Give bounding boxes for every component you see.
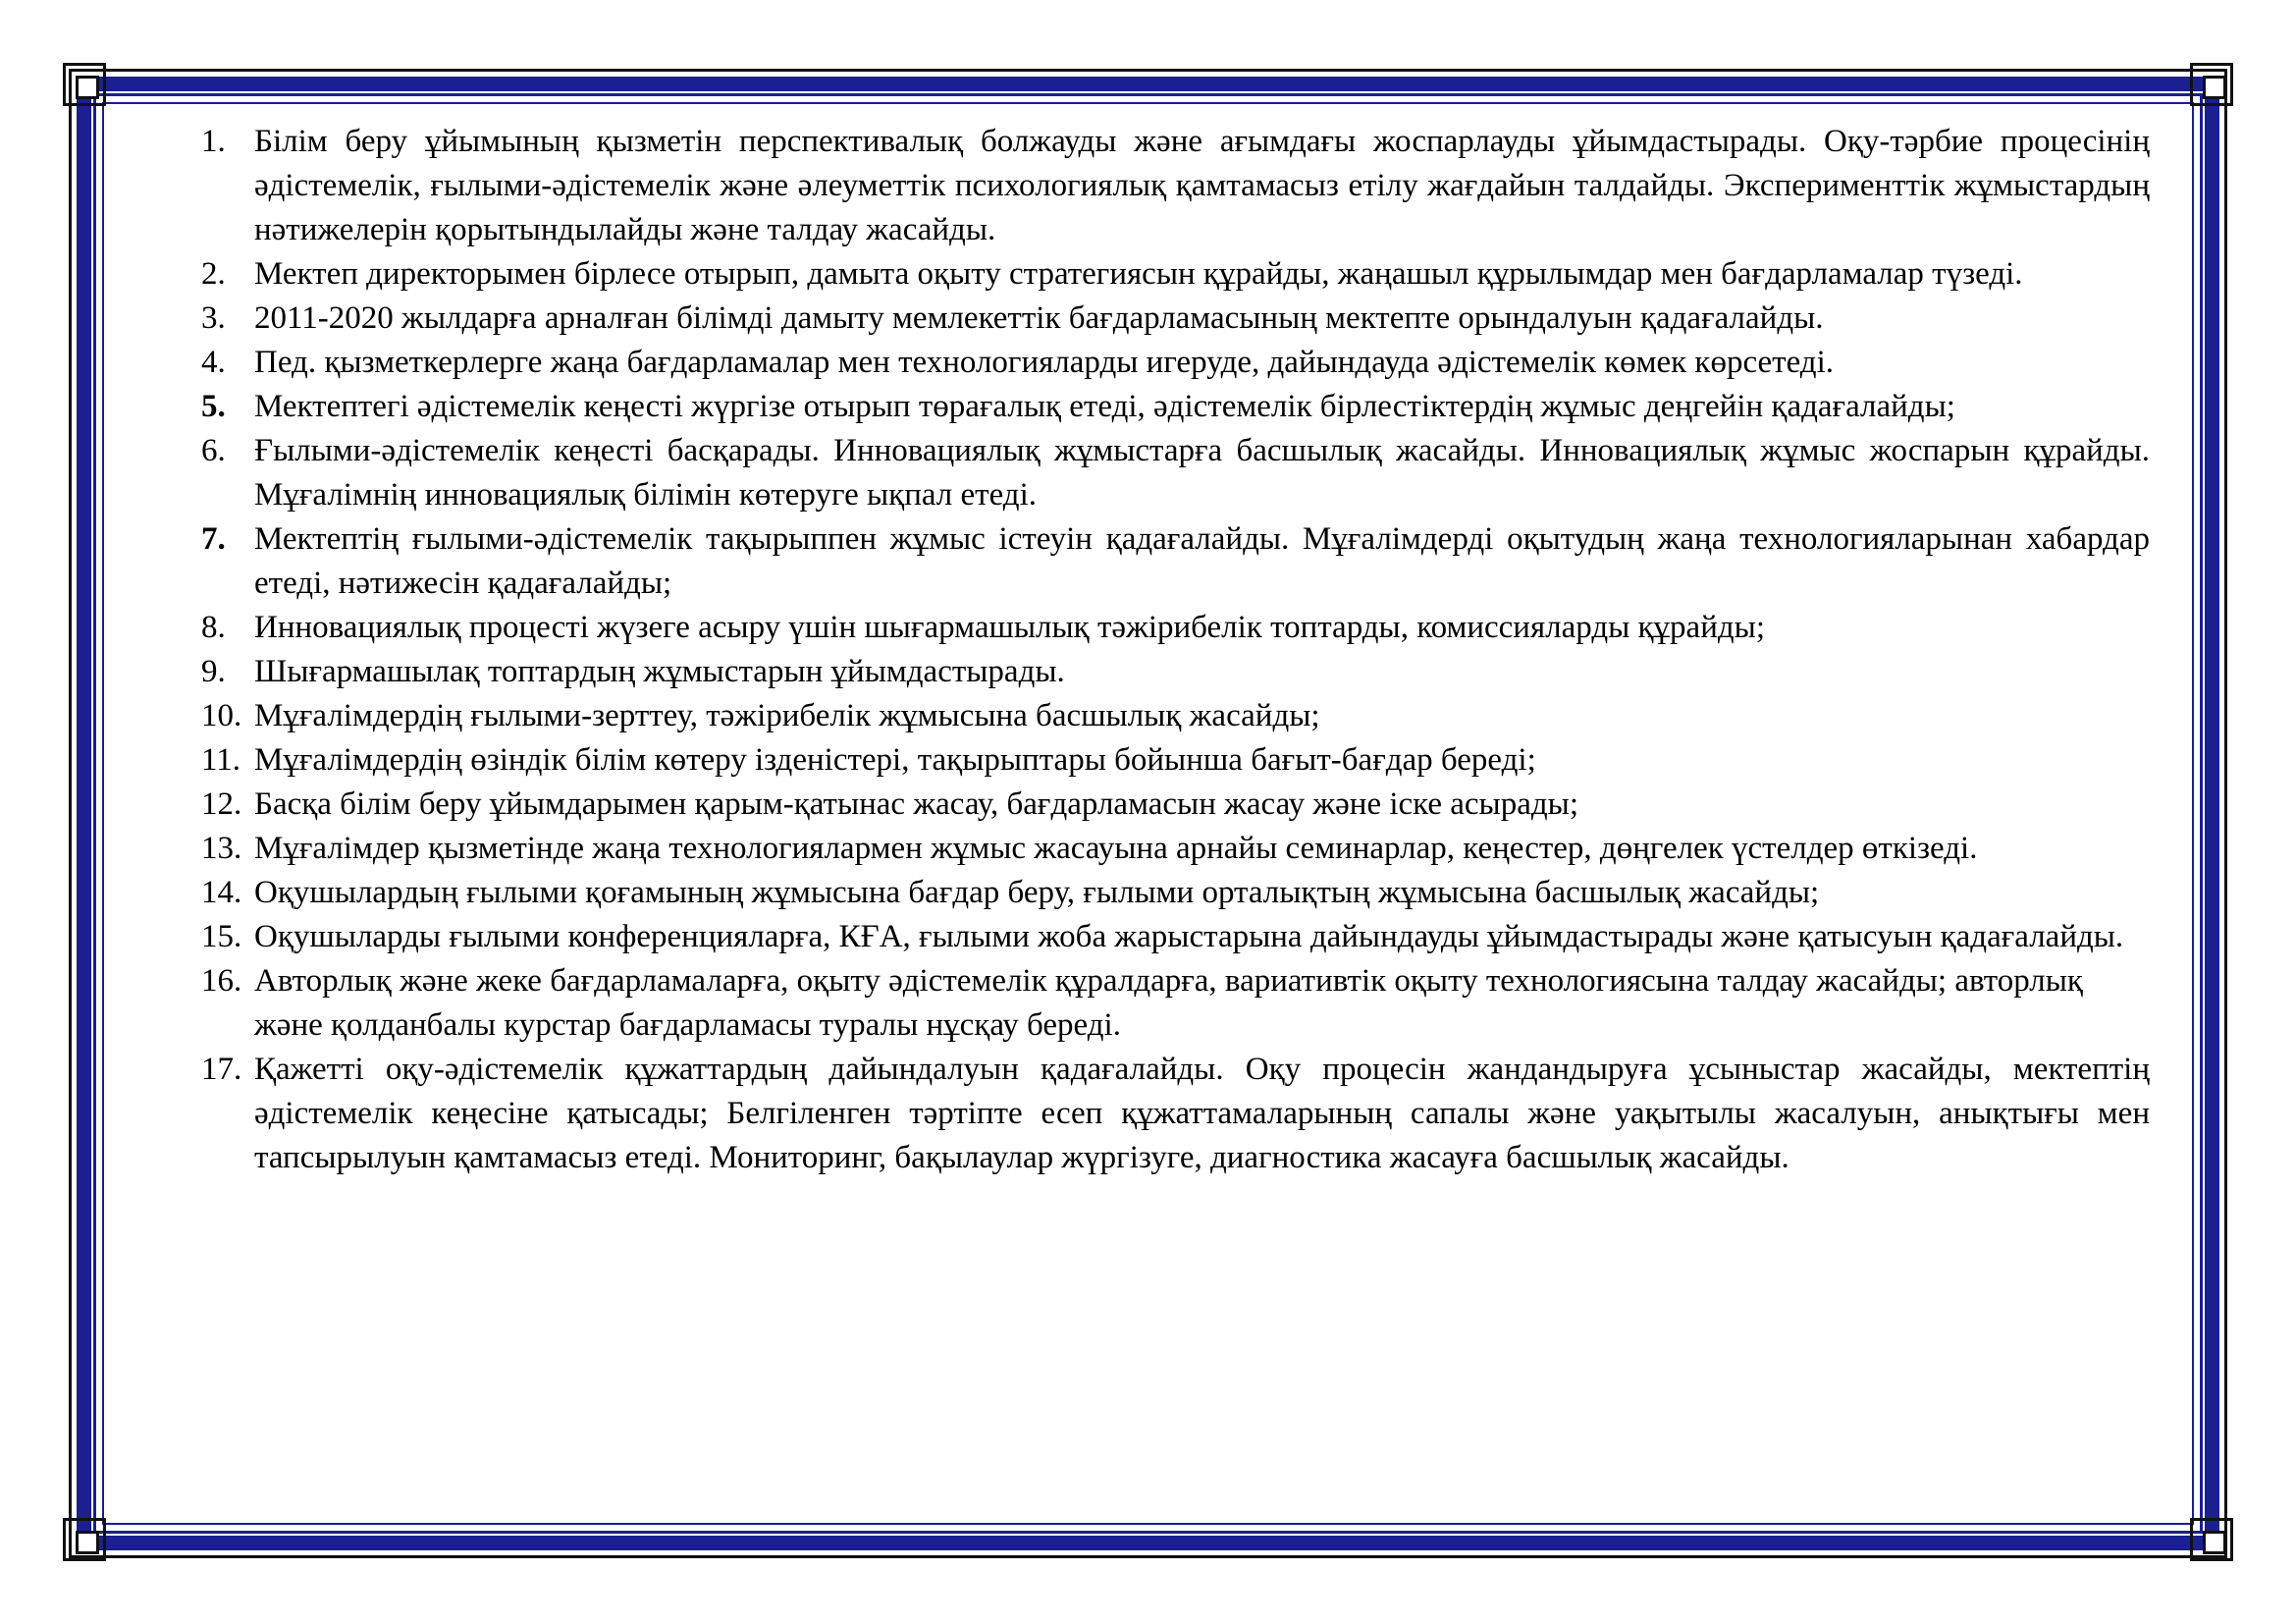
list-item [201, 783, 2150, 827]
list-item [201, 694, 2150, 738]
list-item [201, 650, 2150, 694]
list-item [201, 827, 2150, 871]
list-item-text: Оқушылардың ғылыми қоғамының жұмысына бағдар беру, ғылыми орталықтың жұмысына басшылық жасайды; [254, 875, 1820, 910]
list-item-number: 14. [201, 875, 242, 910]
frame-corner-top-right [2190, 63, 2233, 106]
list-item-text: Оқушыларды ғылыми конференцияларға, КҒА, ғылыми жоба жарыстарына дайындауды ұйымдастырады және қатысуын қадағалайды. [254, 919, 2124, 954]
list-item-text: Қажетті оқу-әдістемелік құжаттардың дайындалуын қадағалайды. Оқу процесін жандандыруға ұсыныстар жасайды, мектептің әдістемелік кеңесіне қатысады; Белгіленген тәртіпте есеп құжаттамаларының сапалы және уақытылы жасалуын, анықтығы мен тапсырылуын қамтамасыз етеді. Мониторинг, бақылаулар жүргізуге, диагностика жасауға басшылық жасайды. [254, 1052, 2150, 1175]
document-body [201, 120, 2150, 1180]
list-item [201, 959, 2150, 1048]
list-item-text: Мектептің ғылыми-әдістемелік тақырыппен жұмыс істеуін қадағалайды. Мұғалімдерді оқытудың жаңа технологияларынан хабардар етеді, нәтижесін қадағалайды; [254, 521, 2150, 601]
list-item [201, 120, 2150, 252]
list-item-text: Ғылыми-әдістемелік кеңесті басқарады. Инновациялық жұмыстарға басшылық жасайды. Инновациялық жұмыс жоспарын құрайды. Мұғалімнің инновациялық білімін көтеруге ықпал етеді. [254, 433, 2150, 513]
list-item-text: Мектептегі әдістемелік кеңесті жүргізе отырып төрағалық етеді, әдістемелік бірлестіктердің жұмыс деңгейін қадағалайды; [254, 389, 1955, 424]
frame-corner-top-left [63, 63, 106, 106]
list-item [201, 738, 2150, 783]
list-item-text: Білім беру ұйымының қызметін перспективалық болжауды және ағымдағы жоспарлауды ұйымдастырады. Оқу-тәрбие процесінің әдістемелік, ғылыми-әдістемелік және әлеуметтік психологиялық қамтамасыз етілу жағдайын талдайды. Эксперименттік жұмыстардың нәтижелерін қорытындылайды және талдау жасайды. [254, 124, 2150, 247]
list-item-number: 15. [201, 919, 242, 954]
list-item-text: Инновациялық процесті жүзеге асыру үшін шығармашылық тәжірибелік топтарды, комиссияларды құрайды; [254, 610, 1765, 645]
list-item-number: 11. [201, 742, 241, 778]
list-item [201, 606, 2150, 650]
list-item [201, 871, 2150, 915]
list-item-number: 10. [201, 698, 242, 733]
list-item-text: Шығармашылақ топтардың жұмыстарын ұйымдастырады. [254, 654, 1065, 689]
list-item-number: 9. [201, 654, 226, 689]
list-item [201, 341, 2150, 385]
list-item-number: 7. [201, 521, 226, 557]
list-item-number: 17. [201, 1052, 242, 1087]
list-item [201, 385, 2150, 429]
list-item-text: Мұғалімдер қызметінде жаңа технологиялармен жұмыс жасауына арнайы семинарлар, кеңестер, дөңгелек үстелдер өткізеді. [254, 831, 1978, 866]
list-item-number: 5. [201, 389, 226, 424]
list-item-text: Мұғалімдердің өзіндік білім көтеру ізденістері, тақырыптары бойынша бағыт-бағдар береді; [254, 742, 1536, 778]
list-item-number: 3. [201, 300, 226, 336]
frame-corner-bottom-left [63, 1518, 106, 1561]
list-item [201, 252, 2150, 297]
list-item-text: Авторлық және жеке бағдарламаларға, оқыту әдістемелік құралдарға, вариативтік оқыту технологиясына талдау жасайды; авторлық және қолданбалы курстар бағдарламасы туралы нұсқау береді. [254, 963, 2083, 1043]
list-item-text: Мұғалімдердің ғылыми-зерттеу, тәжірибелік жұмысына басшылық жасайды; [254, 698, 1320, 733]
list-item-number: 4. [201, 345, 226, 380]
list-item [201, 1048, 2150, 1180]
list-item-number: 12. [201, 786, 242, 822]
list-item-number: 8. [201, 610, 226, 645]
list-item-text: Басқа білім беру ұйымдарымен қарым-қатынас жасау, бағдарламасын жасау және іске асырады; [254, 786, 1579, 822]
list-item [201, 517, 2150, 606]
list-item [201, 915, 2150, 959]
list-item-number: 2. [201, 256, 226, 292]
list-item-text: Пед. қызметкерлерге жаңа бағдарламалар мен технологияларды игеруде, дайындауда әдістемелік көмек көрсетеді. [254, 345, 1834, 380]
list-item-number: 16. [201, 963, 242, 999]
duties-list [201, 120, 2150, 1180]
list-item-text: Мектеп директорымен бірлесе отырып, дамыта оқыту стратегиясын құрайды, жаңашыл құрылымдар мен бағдарламалар түзеді. [254, 256, 2023, 292]
list-item [201, 297, 2150, 341]
list-item-number: 6. [201, 433, 226, 468]
list-item [201, 429, 2150, 517]
list-item-number: 13. [201, 831, 242, 866]
frame-corner-bottom-right [2190, 1518, 2233, 1561]
list-item-number: 1. [201, 124, 226, 159]
list-item-text: 2011-2020 жылдарға арналған білімді дамыту мемлекеттік бағдарламасының мектепте орындалуын қадағалайды. [254, 300, 1824, 336]
